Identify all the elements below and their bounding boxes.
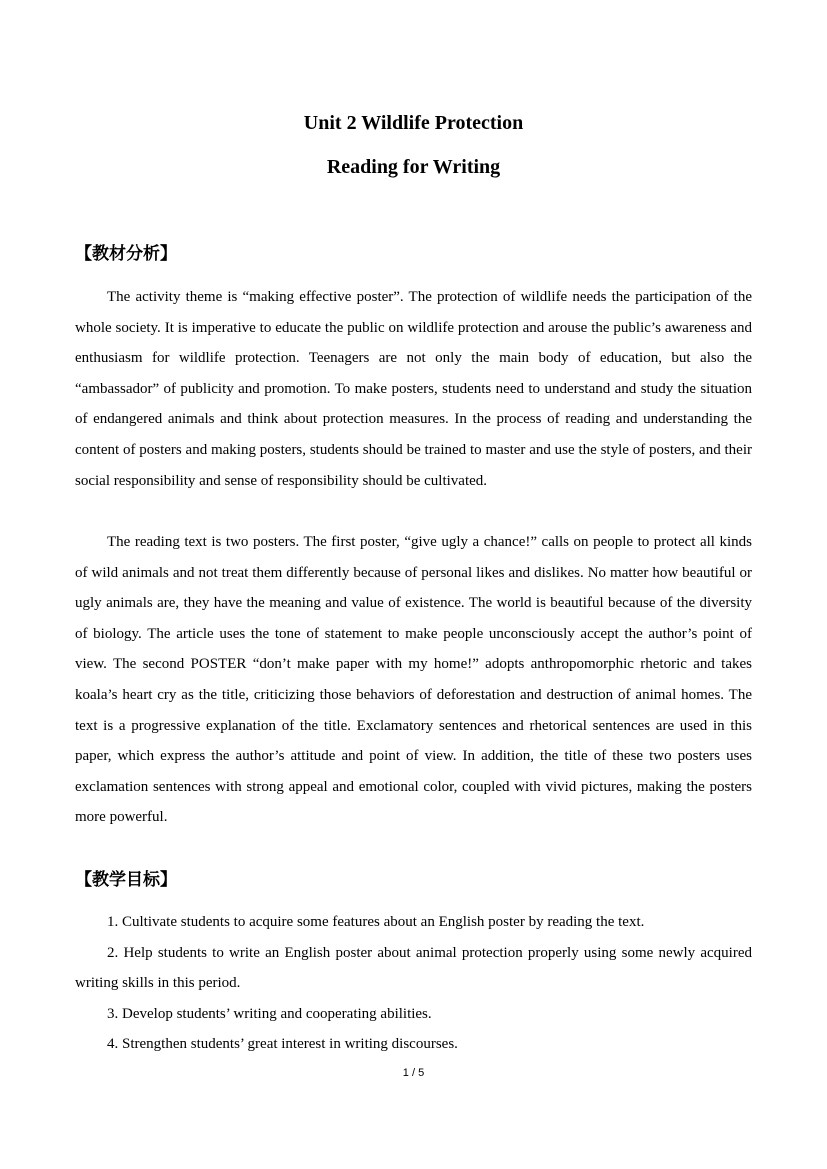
document-subtitle: Reading for Writing: [326, 156, 501, 178]
section-heading-analysis: 【教材分析】: [75, 244, 177, 264]
objectives-list: [75, 907, 752, 1060]
analysis-paragraph: The activity theme is “making effective poster”. The protection of wildlife needs the participation of the whole society. It is imperative to educate the public on wildlife protection and arouse the public’s awareness and enthusiasm for wildlife protection. Teenagers are not only the main body of education, but also the “ambassador” of publicity and promotion. To make posters, students need to understand and study the situation of endangered animals and think about protection measures. In the process of reading and understanding the content of posters and making posters, students should be trained to master and use the style of posters, and their social responsibility and sense of responsibility should be cultivated.: [75, 289, 752, 489]
objective-item: 3. Develop students’ writing and cooperating abilities.: [107, 1005, 432, 1022]
section-heading-objectives: 【教学目标】: [75, 870, 177, 890]
analysis-paragraph: The reading text is two posters. The first poster, “give ugly a chance!” calls on people to protect all kinds of wild animals and not treat them differently because of personal likes and dislikes. No matter how beautiful or ugly animals are, they have the meaning and value of existence. The world is beautiful because of the diversity of biology. The article uses the tone of statement to make people unconsciously accept the author’s point of view. The second POSTER “don’t make paper with my home!” adopts anthropomorphic rhetoric and takes koala’s heart cry as the title, criticizing those behaviors of deforestation and destruction of animal homes. The text is a progressive explanation of the title. Exclamatory sentences and rhetorical sentences are used in this paper, which express the author’s attitude and point of view. In addition, the title of these two posters uses exclamation sentences with strong appeal and emotional color, coupled with vivid pictures, making the posters more powerful.: [75, 534, 752, 826]
objective-item: 2. Help students to write an English poster about animal protection properly using some newly acquired writing skills in this period.: [75, 944, 752, 992]
page-number: 1 / 5: [402, 1067, 425, 1079]
document-title: Unit 2 Wildlife Protection: [303, 112, 524, 134]
objective-item: 1. Cultivate students to acquire some features about an English poster by reading the text.: [107, 914, 645, 930]
objective-item: 4. Strengthen students’ great interest in writing discourses.: [107, 1036, 458, 1053]
